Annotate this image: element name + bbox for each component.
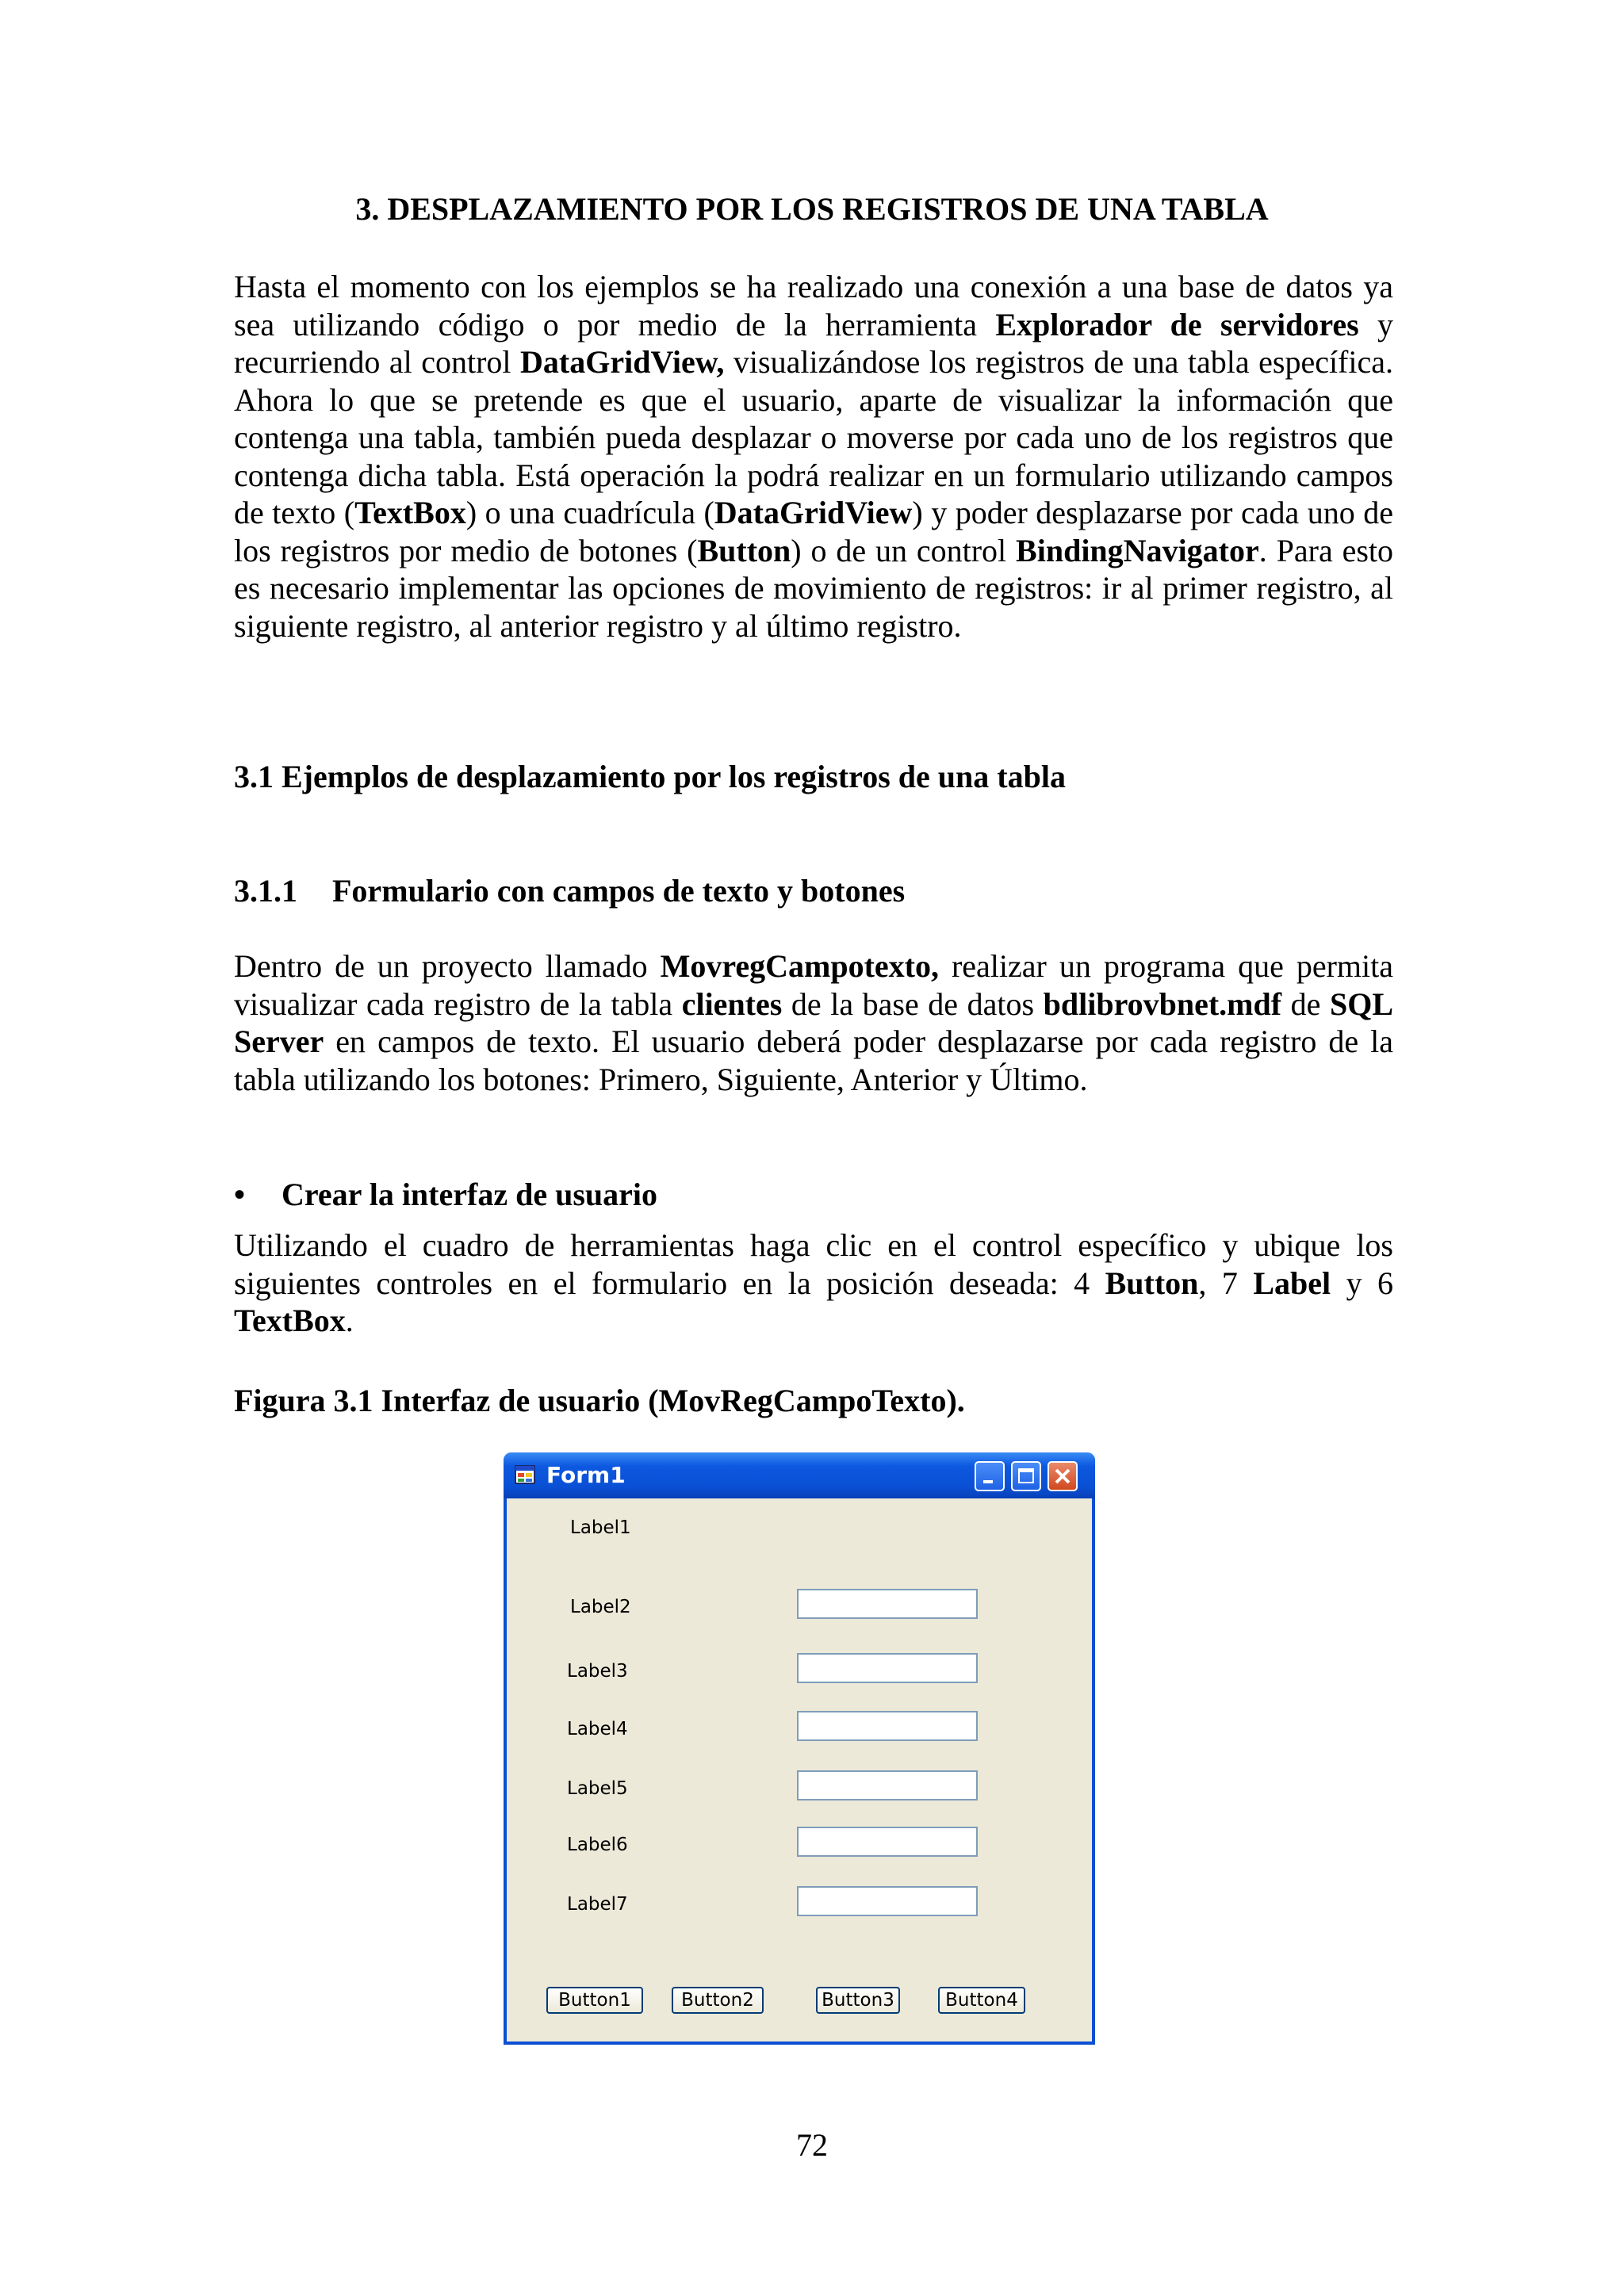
label-1: Label1	[570, 1517, 631, 1538]
intro-paragraph: Hasta el momento con los ejemplos se ha realizado una conexión a una base de datos ya sea utilizando código o por medio de la herramienta Explorador de servidores y recurriendo al control DataGridView, visualizándose los registros de una tabla específica. Ahora lo que se pretende es que el usuario, aparte de visualizar la información que contenga una tabla, también pueda desplazar o moverse por cada uno de los registros que contenga dicha tabla. Está operación la podrá realizar en un formulario utilizando campos de texto (TextBox) o una cuadrícula (DataGridView) y poder desplazarse por cada uno de los registros por medio de botones (Button) o de un control BindingNavigator. Para esto es necesario implementar las opciones de movimiento de registros: ir al primer registro, al siguiente registro, al anterior registro y al último registro.	[234, 269, 1394, 644]
page-title: 3. DESPLAZAMIENTO POR LOS REGISTROS DE UNA TABLA	[355, 191, 1269, 227]
button-1[interactable]: Button1	[546, 1987, 643, 2014]
label-4: Label4	[567, 1719, 628, 1739]
section-heading: 3.1 Ejemplos de desplazamiento por los registros de una tabla	[234, 759, 1066, 794]
maximize-button[interactable]	[1011, 1461, 1041, 1491]
bullet-text: Crear la interfaz de usuario	[282, 1177, 658, 1212]
button-4[interactable]: Button4	[938, 1987, 1025, 2014]
form-window	[504, 1452, 1095, 2045]
button-3[interactable]: Button3	[816, 1987, 900, 2014]
maximize-icon	[1013, 1463, 1040, 1490]
form-title: Form1	[546, 1462, 626, 1488]
textbox-3[interactable]	[797, 1711, 978, 1741]
form-title-bar[interactable]	[504, 1452, 1095, 1498]
close-button[interactable]	[1048, 1461, 1078, 1491]
bullet-symbol: •	[234, 1177, 246, 1212]
form-app-icon	[515, 1465, 535, 1484]
minimize-icon	[976, 1463, 1003, 1490]
bullet-item	[234, 1176, 657, 1213]
project-paragraph: Dentro de un proyecto llamado MovregCampotexto, realizar un programa que permita visualizar cada registro de la tabla clientes de la base de datos bdlibrovbnet.mdf de SQL Server en campos de texto. El usuario deberá poder desplazarse por cada registro de la tabla utilizando los botones: Primero, Siguiente, Anterior y Último.	[234, 948, 1393, 1097]
close-icon	[1049, 1463, 1076, 1490]
textbox-4[interactable]	[797, 1770, 978, 1800]
button-2[interactable]: Button2	[672, 1987, 764, 2014]
minimize-button[interactable]	[975, 1461, 1005, 1491]
subsection-title: Formulario con campos de texto y botones	[332, 873, 906, 909]
subsection-heading	[234, 872, 905, 909]
figure-caption: Figura 3.1 Interfaz de usuario (MovRegCampoTexto).	[234, 1383, 965, 1418]
textbox-6[interactable]	[797, 1886, 978, 1916]
label-6: Label6	[567, 1835, 628, 1855]
label-7: Label7	[567, 1894, 628, 1915]
page-number: 72	[796, 2127, 828, 2163]
label-5: Label5	[567, 1778, 628, 1799]
label-2: Label2	[570, 1597, 631, 1617]
instructions-paragraph: Utilizando el cuadro de herramientas haga clic en el control específico y ubique los siguientes controles en el formulario en la posición deseada: 4 Button, 7 Label y 6 TextBox.	[234, 1227, 1394, 1338]
textbox-2[interactable]	[797, 1653, 978, 1683]
label-3: Label3	[567, 1661, 628, 1682]
textbox-1[interactable]	[797, 1589, 978, 1619]
textbox-5[interactable]	[797, 1827, 978, 1857]
subsection-number: 3.1.1	[234, 873, 297, 909]
